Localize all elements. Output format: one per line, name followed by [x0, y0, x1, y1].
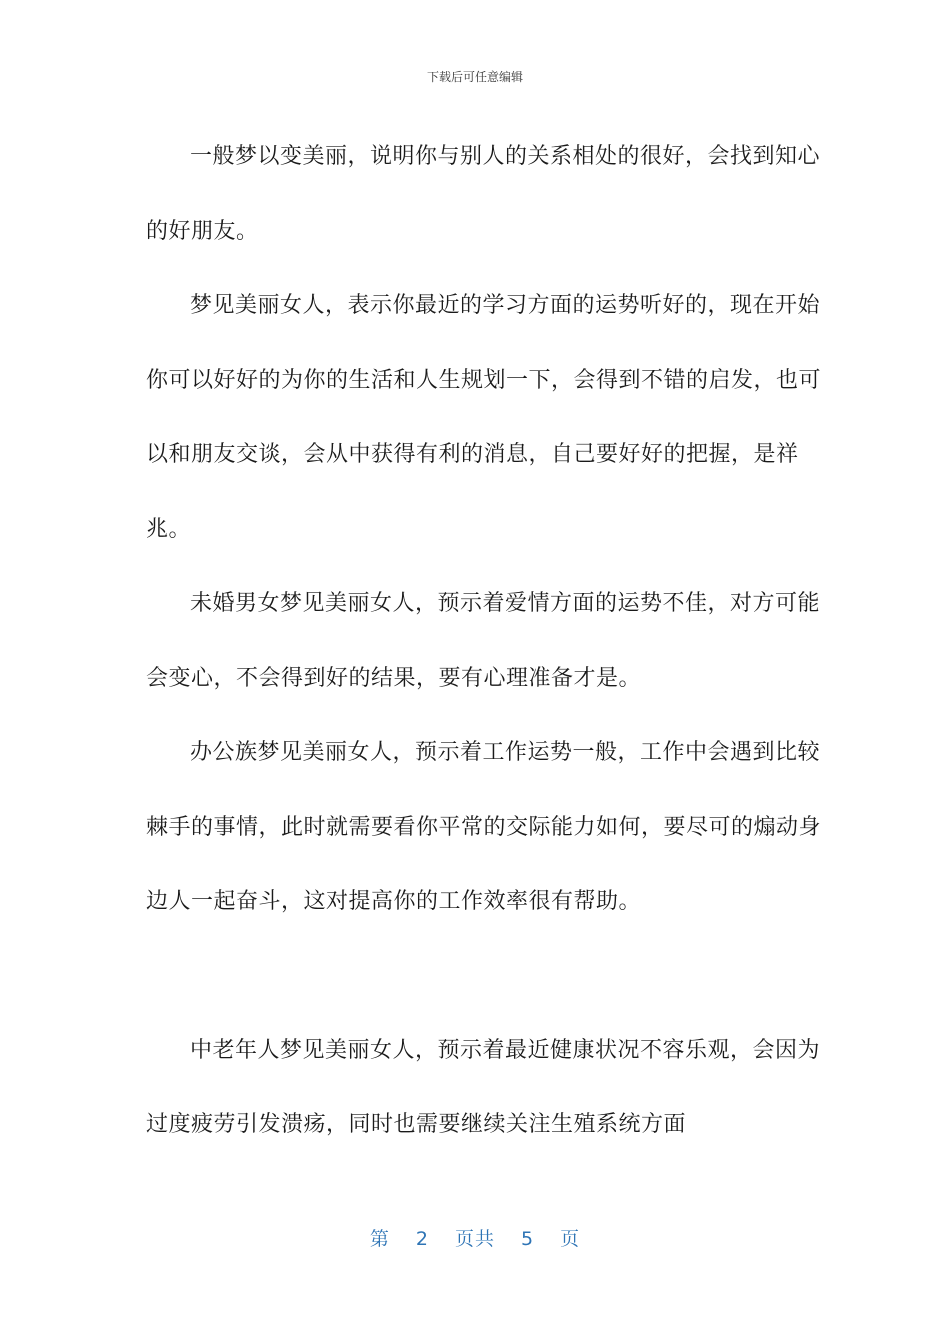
paragraph: 未婚男女梦见美丽女人，预示着爱情方面的运势不佳，对方可能会变心，不会得到好的结果，要有心理准备才是。 [146, 591, 821, 691]
paragraph: 梦见美丽女人，表示你最近的学习方面的运势听好的，现在开始你可以好好的为你的生活和人生规划一下，会得到不错的启发，也可以和朋友交谈，会从中获得有利的消息，自己要好好的把握，是祥兆。 [146, 293, 822, 542]
document-body [146, 120, 826, 1163]
page-footer [0, 1224, 950, 1251]
footer-current-page: 2 [415, 1228, 429, 1250]
paragraph: 一般梦以变美丽，说明你与别人的关系相处的很好，会找到知心的好朋友。 [146, 144, 821, 244]
header-note: 下载后可任意编辑 [426, 70, 523, 84]
footer-suffix: 页 [560, 1228, 581, 1250]
footer-middle: 页共 [454, 1228, 495, 1250]
footer-total-pages: 5 [521, 1228, 535, 1250]
paragraph: 办公族梦见美丽女人，预示着工作运势一般，工作中会遇到比较棘手的事情，此时就需要看你平常的交际能力如何，要尽可的煽动身边人一起奋斗，这对提高你的工作效率很有帮助。 [146, 740, 822, 914]
footer-prefix: 第 [369, 1228, 390, 1250]
paragraph: 中老年人梦见美丽女人，预示着最近健康状况不容乐观，会因为过度疲劳引发溃疡，同时也需要继续关注生殖系统方面 [146, 1037, 821, 1137]
